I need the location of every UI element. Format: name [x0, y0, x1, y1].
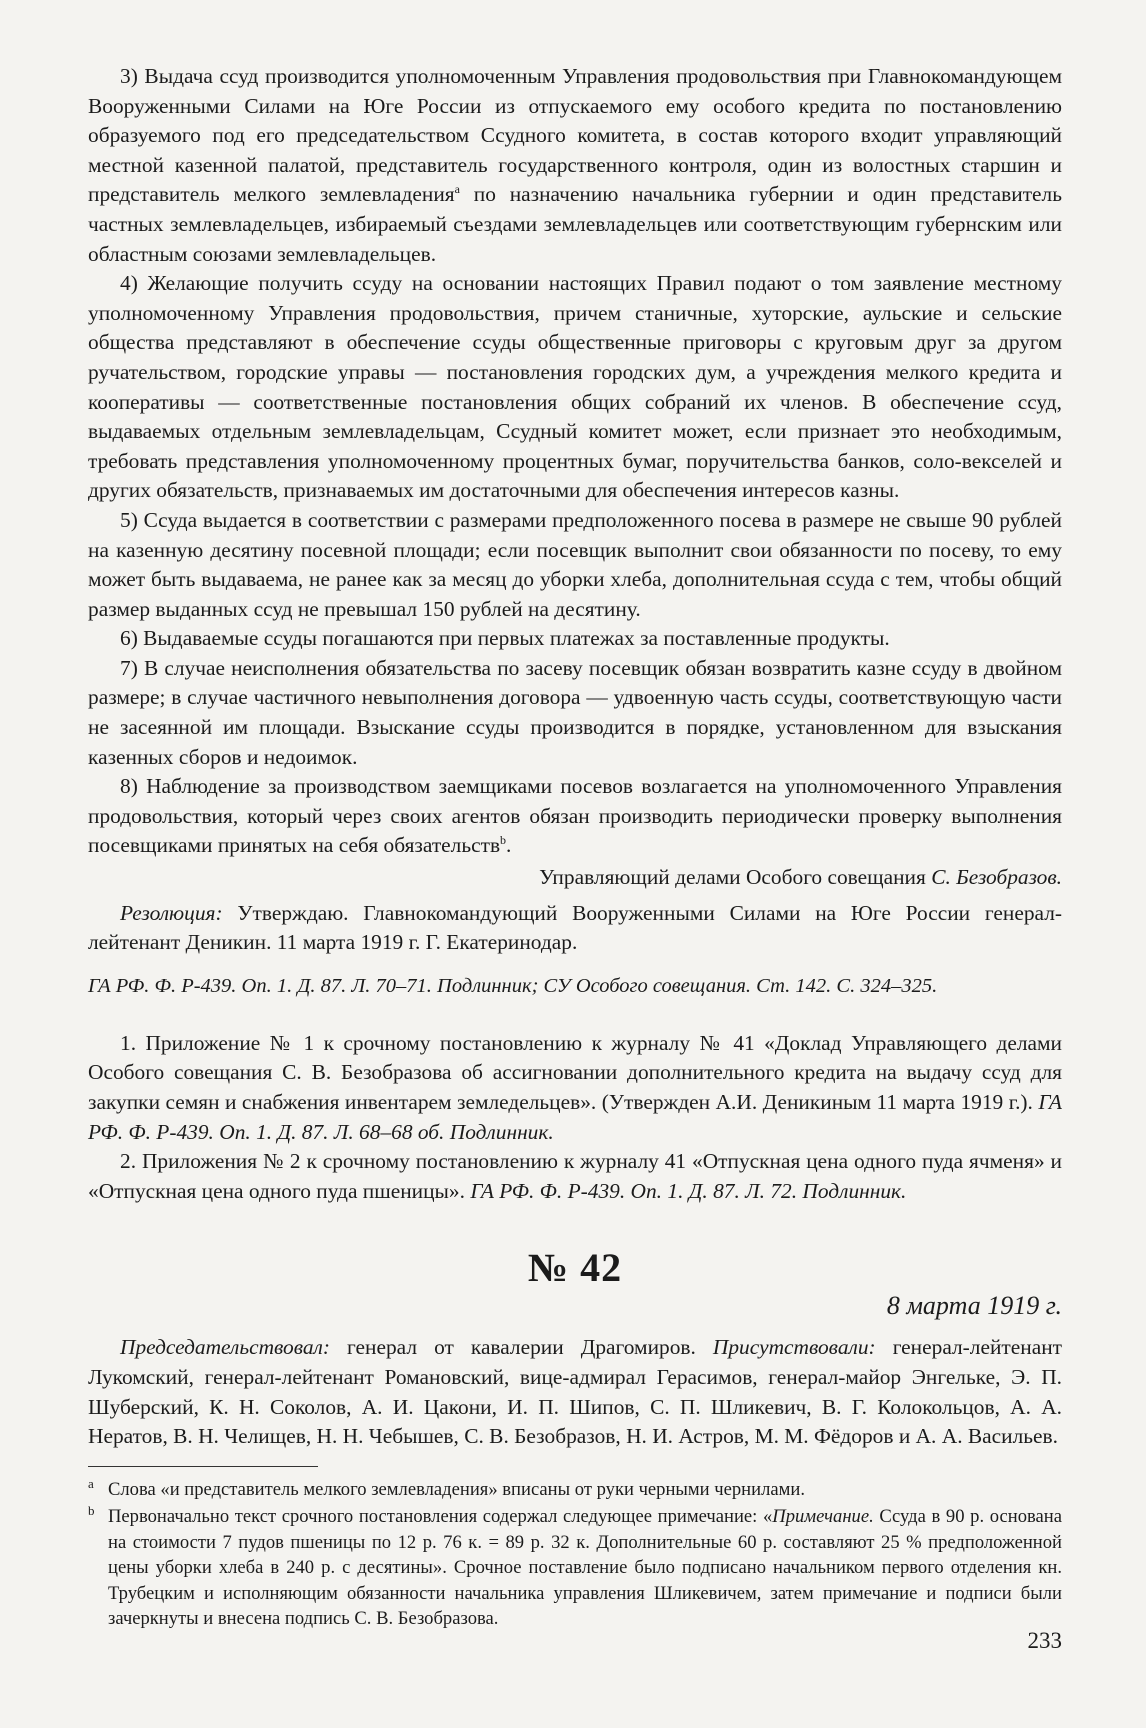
resolution-text: Утверждаю. Главнокомандующий Вооруженными Силами на Юге России генерал-лейтенант Деникин. 11 марта 1919 г. Г. Екатеринодар.	[88, 900, 1062, 955]
attendance	[88, 1333, 1062, 1451]
footnote-b-text-2: Ссуда в 90 р. основана на стоимости 7 пудов пшеницы по 12 р. 76 к. = 89 р. 32 к. Дополнительные 60 р. составляют 25 % предположенной цены уборки хлеба в 240 р. с десятины». Срочное поставление было подписано начальником первого отделения кн. Трубецким и исполняющим обязанности начальника управления Шликевичем, затем примечание и подписи были зачеркнуты и внесена подпись С. В. Безобразова.	[108, 1506, 1062, 1630]
footnote-divider	[88, 1466, 318, 1467]
paragraph-3-tail: по назначению начальника губернии и один представитель частных землевладельцев, избираемый съездами землевладельцев или соответствующим губернским или областным союзами землевладельцев.	[88, 182, 1062, 266]
paragraph-3-text: 3) Выдача ссуд производится уполномоченным Управления продовольствия при Главнокомандующем Вооруженными Силами на Юге России из отпускаемого ему особого кредита по постановлению образуемого под его председательством Ссудного комитета, в состав которого входит управляющий местной казенной палатой, представитель государственного контроля, один из волостных старшин и представитель мелкого землевладения	[88, 64, 1062, 207]
footnote-ref-b: b	[500, 833, 507, 848]
appendix-2-text: 2. Приложения № 2 к срочному постановлению к журналу 41 «Отпускная цена одного пуда ячменя» и «Отпускная цена одного пуда пшеницы».	[88, 1149, 1062, 1203]
resolution-label: Резолюция:	[120, 900, 223, 925]
footnote-b: b Первоначально текст срочного постановления содержал следующее примечание: «Примечание. Ссуда в 90 р. основана на стоимости 7 пудов пшеницы по 12 р. 76 к. = 89 р. 32 к. Дополнительные 60 р. составляют 25 % предположенной цены уборки хлеба в 240 р. с десятины». Срочное поставление было подписано начальником первого отделения кн. Трубецким и исполняющим обязанности начальника управления Шликевичем, затем примечание и подписи были зачеркнуты и внесена подпись С. В. Безобразова.	[88, 1503, 1062, 1630]
signature-line	[88, 863, 1062, 893]
paragraph-5: 5) Ссуда выдается в соответствии с размерами предположенного посева в размере не свыше 90 рублей на казенную десятину посевной площади; если посевщик выполнит свои обязанности по посеву, то ему может быть выдаваема, не ранее как за месяц до уборки хлеба, дополнительная ссуда с тем, чтобы общий размер выданных ссуд не превышал 150 рублей на десятину.	[88, 507, 1062, 621]
chair-label: Председательствовал:	[120, 1335, 331, 1360]
footnote-a: a Слова «и представитель мелкого землевладения» вписаны от руки черными чернилами.	[88, 1475, 805, 1500]
document-date: 8 марта 1919 г.	[886, 1291, 1062, 1321]
appendix-1-source: ГА РФ. Ф. Р-439. Оп. 1. Д. 87. Л. 68–68 об. Подлинник.	[88, 1090, 1062, 1144]
signature-name: С. Безобразов.	[931, 865, 1062, 890]
footnote-ref-a: a	[454, 182, 460, 197]
paragraph-8-text: 8) Наблюдение за производством заемщиками посевов возлагается на уполномоченного Управления продовольствия, который через своих агентов обязан производить периодически проверку выполнения посевщиками принятых на себя обязательств	[88, 774, 1062, 858]
signature-text: Управляющий делами Особого совещания	[539, 865, 932, 890]
paragraph-8-tail: .	[506, 833, 512, 858]
footnote-a-text: Слова «и представитель мелкого землевладения» вписаны от руки черными чернилами.	[108, 1478, 805, 1500]
paragraph-6: 6) Выдаваемые ссуды погашаются при первых платежах за поставленные продукты.	[120, 626, 890, 651]
appendix-1	[88, 1029, 1062, 1147]
appendix-2-source: ГА РФ. Ф. Р-439. Оп. 1. Д. 87. Л. 72. Подлинник.	[470, 1178, 907, 1203]
resolution	[88, 899, 1062, 958]
present-label: Присутствовали:	[712, 1335, 876, 1360]
paragraph-8	[88, 772, 1062, 861]
footnote-b-italic: Примечание.	[772, 1506, 874, 1528]
appendix-1-text: 1. Приложение № 1 к срочному постановлению к журналу № 41 «Доклад Управляющего делами Особого совещания С. В. Безобразова об ассигновании дополнительного кредита на выдачу ссуд для закупки семян и снабжения инвентарем земледельцев». (Утвержден А.И. Деникиным 11 марта 1919 г.).	[88, 1030, 1062, 1114]
page-number: 233	[1027, 1628, 1062, 1653]
paragraph-3	[88, 62, 1062, 269]
paragraph-4: 4) Желающие получить ссуду на основании настоящих Правил подают о том заявление местному уполномоченному Управления продовольствия, причем станичные, хуторские, аульские и сельские общества представляют в обеспечение ссуды общественные приговоры с круговым друг за другом ручательством, городские управы — постановления городских дум, а учреждения мелкого кредита и кооперативы — соответственные постановления общих собраний их членов. В обеспечение ссуд, выдаваемых отдельным землевладельцам, Ссудный комитет может, если признает это необходимым, требовать представления уполномоченному процентных бумаг, поручительства банков, соло-векселей и других обязательств, признаваемых им достаточными для обеспечения интересов казны.	[88, 271, 1062, 503]
appendix-2	[88, 1147, 1062, 1206]
footnote-b-text-1: Первоначально текст срочного постановления содержал следующее примечание: «	[108, 1506, 773, 1528]
document-number: № 42	[527, 1245, 623, 1291]
archive-source: ГА РФ. Ф. Р-439. Оп. 1. Д. 87. Л. 70–71. Подлинник; СУ Особого совещания. Ст. 142. С. 324–325.	[88, 974, 938, 997]
chair-text: генерал от кавалерии Драгомиров.	[330, 1335, 713, 1360]
present-text: генерал-лейтенант Лукомский, генерал-лейтенант Романовский, вице-адмирал Герасимов, генерал-майор Энгельке, Э. П. Шуберский, К. Н. Соколов, А. И. Цакони, И. П. Шипов, С. П. Шликевич, В. Г. Колокольцов, А. А. Нератов, В. Н. Челищев, Н. Н. Чебышев, С. В. Безобразов, Н. И. Астров, М. М. Фёдоров и А. А. Васильев.	[88, 1335, 1062, 1449]
paragraph-7: 7) В случае неисполнения обязательства по засеву посевщик обязан возвратить казне ссуду в двойном размере; в случае частичного невыполнения договора — удвоенную часть ссуды, соответствующую части не засеянной им площади. Взыскание ссуды производится в порядке, установленном для взыскания казенных сборов и недоимок.	[88, 655, 1062, 769]
